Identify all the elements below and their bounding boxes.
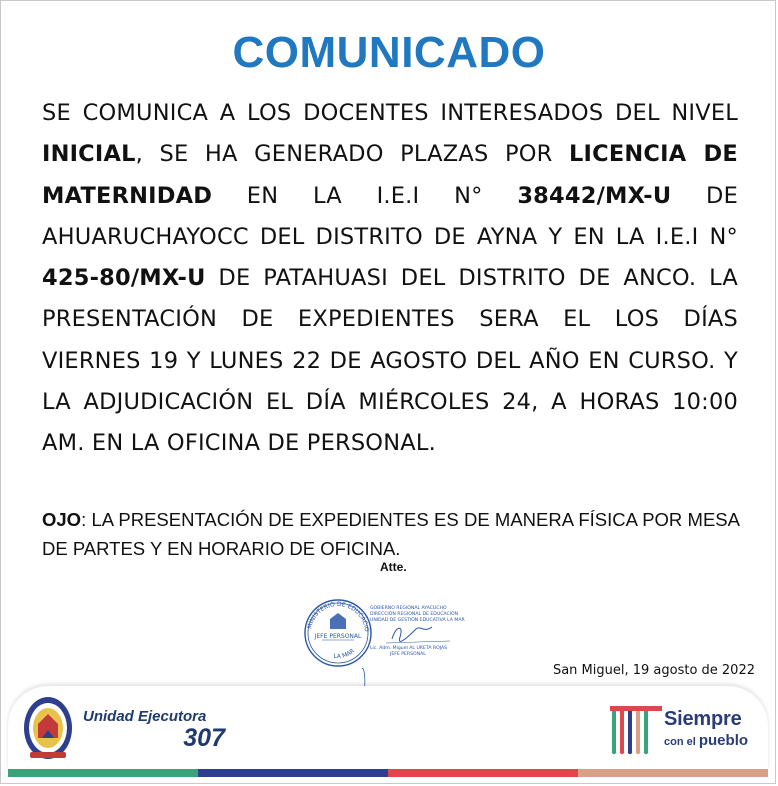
seal-line-3: UNIDAD DE GESTIÓN EDUCATIVA LA MAR (370, 618, 465, 623)
footer-stripe-green (8, 769, 198, 777)
signer-title: JEFE PERSONAL (390, 652, 426, 657)
official-seal-stamp (300, 595, 470, 695)
slogan-sub (664, 732, 748, 749)
footer-stripe-red (388, 769, 578, 777)
seal-arc-bottom: LA MAR (333, 647, 357, 661)
leave-type: LICENCIA DE MATERNIDAD (42, 141, 738, 209)
executing-unit-number: 307 (183, 724, 225, 752)
footer-banner (8, 686, 768, 778)
note-text: : LA PRESENTACIÓN DE EXPEDIENTES ES DE MANERA FÍSICA POR MESA DE PARTES Y EN HORARIO DE OFICINA. (42, 509, 740, 559)
slogan-sub-small: con el (664, 736, 696, 748)
slogan-sub-big: pueblo (698, 732, 749, 749)
announcement-body (42, 93, 738, 465)
body-text-3: EN LA I.E.I N° (212, 182, 518, 209)
body-text-2: , SE HA GENERADO PLAZAS POR (135, 141, 570, 168)
footer-stripe-peach (578, 769, 768, 777)
seal-line-2: DIRECCIÓN REGIONAL DE EDUCACIÓN (370, 612, 459, 617)
footer-stripe-blue (198, 769, 388, 777)
school-code-2: 425-80/MX-U (42, 265, 206, 292)
body-text-5: DE PATAHUASI DEL DISTRITO DE ANCO. LA PRESENTACIÓN DE EXPEDIENTES SERA EL LOS DÍAS VIERNES 19 Y LUNES 22 DE AGOSTO DEL AÑO EN CURSO. Y LA ADJUDICACIÓN EL DÍA MIÉRCOLES 24, A HORAS 10:00 AM. EN LA OFICINA DE PERSONAL. (42, 265, 738, 457)
note-paragraph (42, 505, 740, 563)
signature-seal-area (300, 595, 470, 695)
body-text-1: SE COMUNICA A LOS DOCENTES INTERESADOS DEL NIVEL (42, 100, 738, 126)
closing-text: Atte. (380, 560, 407, 574)
executing-unit-label: Unidad Ejecutora (83, 708, 207, 725)
signer-name: Lic. Adm. Miguel AL URETA ROJAS (370, 646, 448, 651)
ugel-crest-logo (22, 694, 74, 762)
seal-line-1: GOBIERNO REGIONAL AYACUCHO (370, 606, 447, 611)
document-title: COMUNICADO (232, 28, 546, 77)
document-date: San Miguel, 19 agosto de 2022 (552, 663, 755, 678)
school-code-1: 38442/MX-U (517, 182, 672, 209)
note-label: OJO (42, 509, 82, 530)
body-text-4: DE AHUARUCHAYOCC DEL DISTRITO DE AYNA Y EN LA I.E.I N° (42, 182, 739, 250)
seal-center-text: JEFE PERSONAL (314, 633, 362, 640)
government-slogan (664, 708, 748, 749)
executing-unit (83, 708, 233, 753)
government-slogan-logo (606, 702, 666, 758)
level-name: INICIAL (42, 141, 136, 168)
slogan-main: Siempre (664, 708, 742, 730)
seal-arc-top: MINISTERIO DE EDUCACIÓ (306, 600, 371, 633)
